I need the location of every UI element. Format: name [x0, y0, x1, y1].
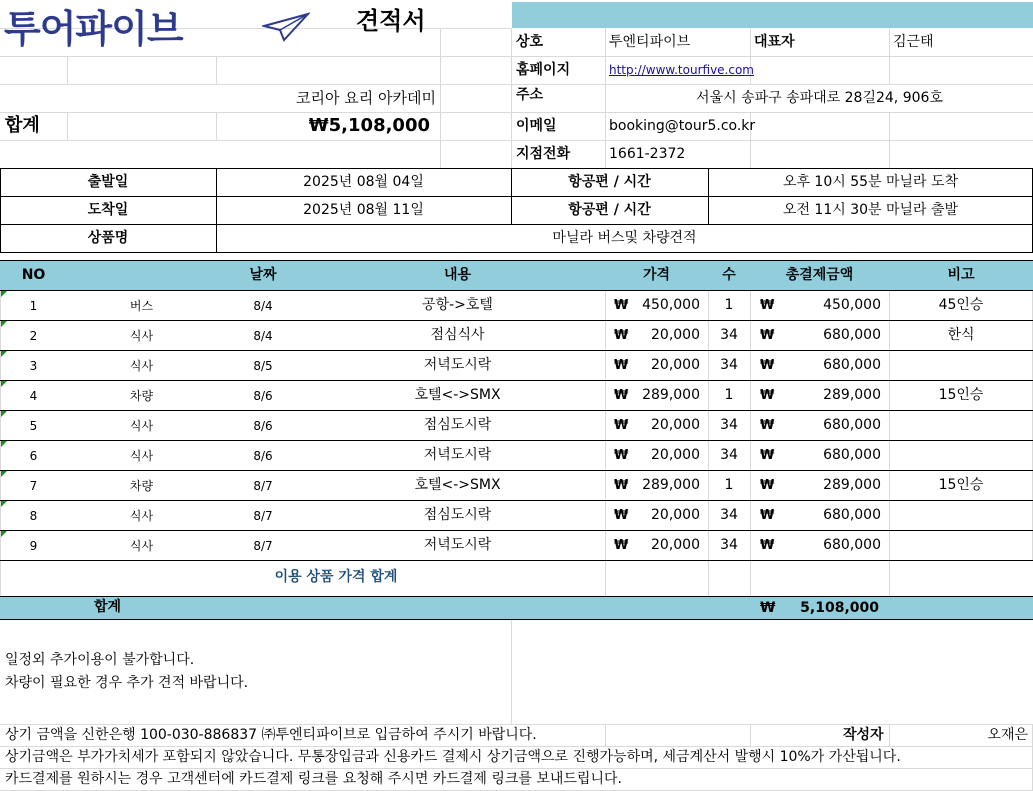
cell-price: 20,000 [651, 357, 700, 373]
cell-content: 저녁도시락 [423, 447, 492, 463]
cell-price: 20,000 [651, 417, 700, 433]
cell-note: 45인승 [938, 297, 984, 313]
column-divider [889, 531, 890, 560]
address-label: 주소 [516, 87, 544, 103]
arrive-label: 도착일 [87, 202, 129, 218]
col-header-date: 날짜 [249, 267, 277, 283]
cell-no: 3 [29, 359, 38, 373]
cell-currency: ₩ [614, 448, 629, 463]
cell-qty: 1 [724, 297, 734, 313]
cell-no: 8 [29, 509, 38, 523]
cell-price: 450,000 [642, 297, 700, 313]
column-divider [750, 531, 751, 560]
column-divider [750, 291, 751, 320]
cell-qty: 34 [720, 417, 738, 433]
column-divider [750, 501, 751, 530]
flight2-value: 오전 11시 30분 마닐라 출발 [782, 202, 959, 218]
column-divider [605, 531, 606, 560]
arrive-value: 2025년 08월 11일 [303, 202, 424, 218]
author-label: 작성자 [843, 727, 884, 743]
column-divider [750, 441, 751, 470]
email-label: 이메일 [516, 118, 557, 134]
cell-total: 450,000 [823, 297, 881, 313]
cell-content: 점심도시락 [423, 417, 492, 433]
cell-cat: 식사 [129, 329, 154, 343]
cell-qty: 34 [720, 447, 738, 463]
phone-value: 1661-2372 [609, 146, 686, 162]
cell-qty: 34 [720, 537, 738, 553]
table-row [0, 501, 1033, 531]
company-value: 투엔티파이브 [609, 34, 691, 50]
cell-date: 8/5 [253, 359, 273, 373]
cell-currency: ₩ [614, 418, 629, 433]
subtotal-label: 이용 상품 가격 합계 [274, 569, 398, 585]
comment-marker-icon [1, 501, 7, 507]
cell-currency: ₩ [614, 538, 629, 553]
comment-marker-icon [1, 531, 7, 537]
col-header-content: 내용 [443, 267, 472, 283]
sum-currency: ₩ [760, 600, 776, 616]
product-value: 마닐라 버스및 차량견적 [552, 230, 697, 246]
column-divider [750, 381, 751, 410]
total-label: 합계 [5, 115, 40, 136]
cell-content: 호텔<->SMX [414, 387, 501, 403]
cell-currency: ₩ [760, 328, 775, 343]
cell-currency: ₩ [614, 328, 629, 343]
cell-cat: 차량 [129, 389, 154, 403]
cell-no: 6 [29, 449, 38, 463]
comment-marker-icon [1, 471, 7, 477]
cell-cat: 식사 [129, 449, 154, 463]
comment-marker-icon [1, 381, 7, 387]
sum-value: 5,108,000 [800, 600, 879, 616]
cell-content: 공항->호텔 [422, 297, 493, 313]
cell-total: 680,000 [823, 357, 881, 373]
brand-logo [4, 8, 310, 50]
comment-marker-icon [1, 411, 7, 417]
column-divider [889, 351, 890, 380]
cell-qty: 1 [724, 387, 734, 403]
cell-content: 저녁도시락 [423, 357, 492, 373]
company-label: 상호 [516, 34, 544, 50]
product-label: 상품명 [87, 230, 129, 246]
col-header-qty: 수 [722, 267, 736, 283]
cell-date: 8/4 [253, 299, 273, 313]
cell-currency: ₩ [760, 508, 775, 523]
column-divider [889, 411, 890, 440]
column-divider [605, 441, 606, 470]
cell-no: 7 [29, 479, 38, 493]
cell-cat: 차량 [129, 479, 154, 493]
cell-currency: ₩ [760, 388, 775, 403]
flight1-label: 항공편 / 시간 [568, 174, 651, 190]
cell-qty: 34 [720, 327, 738, 343]
cell-no: 4 [29, 389, 38, 403]
cell-qty: 34 [720, 357, 738, 373]
cell-content: 점심식사 [430, 327, 485, 343]
cell-price: 20,000 [651, 507, 700, 523]
cell-price: 20,000 [651, 327, 700, 343]
column-divider [605, 471, 606, 500]
column-divider [889, 441, 890, 470]
cell-total: 680,000 [823, 507, 881, 523]
comment-marker-icon [1, 351, 7, 357]
ceo-label: 대표자 [754, 34, 795, 50]
vat-notice: 상기금액은 부가가치세가 포함되지 않았습니다. 무통장입금과 신용카드 결제시 상기금액으로 진행가능하며, 세금계산서 발행시 10%가 가산됩니다. [5, 749, 901, 765]
column-divider [605, 321, 606, 350]
table-row [0, 531, 1033, 561]
total-amount: ₩5,108,000 [308, 115, 430, 136]
cell-cat: 식사 [129, 509, 154, 523]
cell-qty: 1 [724, 477, 734, 493]
cell-currency: ₩ [760, 448, 775, 463]
cell-date: 8/7 [253, 509, 273, 523]
cell-date: 8/6 [253, 419, 273, 433]
company-header-bar [512, 2, 1033, 28]
cell-total: 680,000 [823, 327, 881, 343]
cell-no: 1 [29, 299, 38, 313]
homepage-label: 홈페이지 [516, 62, 571, 78]
cell-currency: ₩ [760, 298, 775, 313]
cell-no: 9 [29, 539, 38, 553]
cell-note: 한식 [947, 327, 975, 343]
cell-no: 2 [29, 329, 38, 343]
cell-content: 호텔<->SMX [414, 477, 501, 493]
cell-currency: ₩ [614, 508, 629, 523]
flight2-label: 항공편 / 시간 [568, 202, 651, 218]
comment-marker-icon [1, 321, 7, 327]
homepage-link[interactable]: http://www.tourfive.com [609, 63, 754, 77]
cell-date: 8/6 [253, 449, 273, 463]
depart-value: 2025년 08월 04일 [303, 174, 424, 190]
table-row [0, 291, 1033, 321]
cell-currency: ₩ [614, 388, 629, 403]
logo-text: 투어파이브 [4, 7, 183, 51]
author-value: 오재은 [987, 727, 1028, 743]
cell-currency: ₩ [614, 478, 629, 493]
cell-qty: 34 [720, 507, 738, 523]
cell-price: 289,000 [642, 477, 700, 493]
col-header-total: 총결제금액 [785, 267, 854, 283]
col-header-no: NO [21, 267, 46, 283]
column-divider [750, 321, 751, 350]
cell-date: 8/7 [253, 479, 273, 493]
ceo-value: 김근태 [893, 34, 934, 50]
cell-note: 15인승 [938, 387, 984, 403]
cell-total: 680,000 [823, 447, 881, 463]
cell-content: 점심도시락 [423, 507, 492, 523]
cell-note: 15인승 [938, 477, 984, 493]
comment-marker-icon [1, 441, 7, 447]
cell-cat: 식사 [129, 539, 154, 553]
cell-cat: 버스 [129, 299, 154, 313]
phone-label: 지점전화 [516, 146, 571, 162]
col-header-note: 비고 [947, 267, 975, 283]
cell-date: 8/6 [253, 389, 273, 403]
cell-currency: ₩ [760, 358, 775, 373]
table-row [0, 441, 1033, 471]
flight1-value: 오후 10시 55분 마닐라 도착 [782, 174, 959, 190]
note-line-1: 일정외 추가이용이 불가합니다. [5, 652, 195, 668]
cell-currency: ₩ [760, 418, 775, 433]
column-divider [889, 501, 890, 530]
paper-plane-icon [262, 12, 310, 42]
col-header-price: 가격 [642, 267, 671, 283]
cell-content: 저녁도시락 [423, 537, 492, 553]
cell-currency: ₩ [614, 298, 629, 313]
cell-price: 289,000 [642, 387, 700, 403]
cell-cat: 식사 [129, 359, 154, 373]
column-divider [750, 351, 751, 380]
comment-marker-icon [1, 291, 7, 297]
cell-total: 289,000 [823, 477, 881, 493]
cell-total: 680,000 [823, 417, 881, 433]
address-value: 서울시 송파구 송파대로 28길24, 906호 [696, 90, 943, 106]
column-divider [750, 411, 751, 440]
depart-label: 출발일 [87, 174, 129, 190]
sum-label: 합계 [94, 599, 122, 615]
cell-currency: ₩ [760, 478, 775, 493]
column-divider [605, 351, 606, 380]
cell-total: 680,000 [823, 537, 881, 553]
cell-price: 20,000 [651, 447, 700, 463]
note-line-2: 차량이 필요한 경우 추가 견적 바랍니다. [5, 675, 249, 691]
table-row [0, 351, 1033, 381]
column-divider [605, 501, 606, 530]
card-notice: 카드결제를 원하시는 경우 고객센터에 카드결제 링크를 요청해 주시면 카드결제 링크를 보내드립니다. [5, 771, 622, 787]
cell-price: 20,000 [651, 537, 700, 553]
client-name: 코리아 요리 아카데미 [296, 89, 436, 107]
table-row [0, 411, 1033, 441]
column-divider [605, 411, 606, 440]
cell-total: 289,000 [823, 387, 881, 403]
cell-no: 5 [29, 419, 38, 433]
email-value: booking@tour5.co.kr [609, 118, 756, 134]
cell-date: 8/4 [253, 329, 273, 343]
table-row [0, 471, 1033, 501]
cell-cat: 식사 [129, 419, 154, 433]
column-divider [750, 471, 751, 500]
table-row [0, 321, 1033, 351]
bank-notice: 상기 금액을 신한은행 100-030-886837 ㈜투엔티파이브로 입금하여 주시기 바랍니다. [5, 727, 537, 743]
column-divider [605, 291, 606, 320]
table-row [0, 381, 1033, 411]
cell-currency: ₩ [760, 538, 775, 553]
cell-date: 8/7 [253, 539, 273, 553]
cell-currency: ₩ [614, 358, 629, 373]
column-divider [605, 381, 606, 410]
document-title: 견적서 [356, 7, 426, 35]
